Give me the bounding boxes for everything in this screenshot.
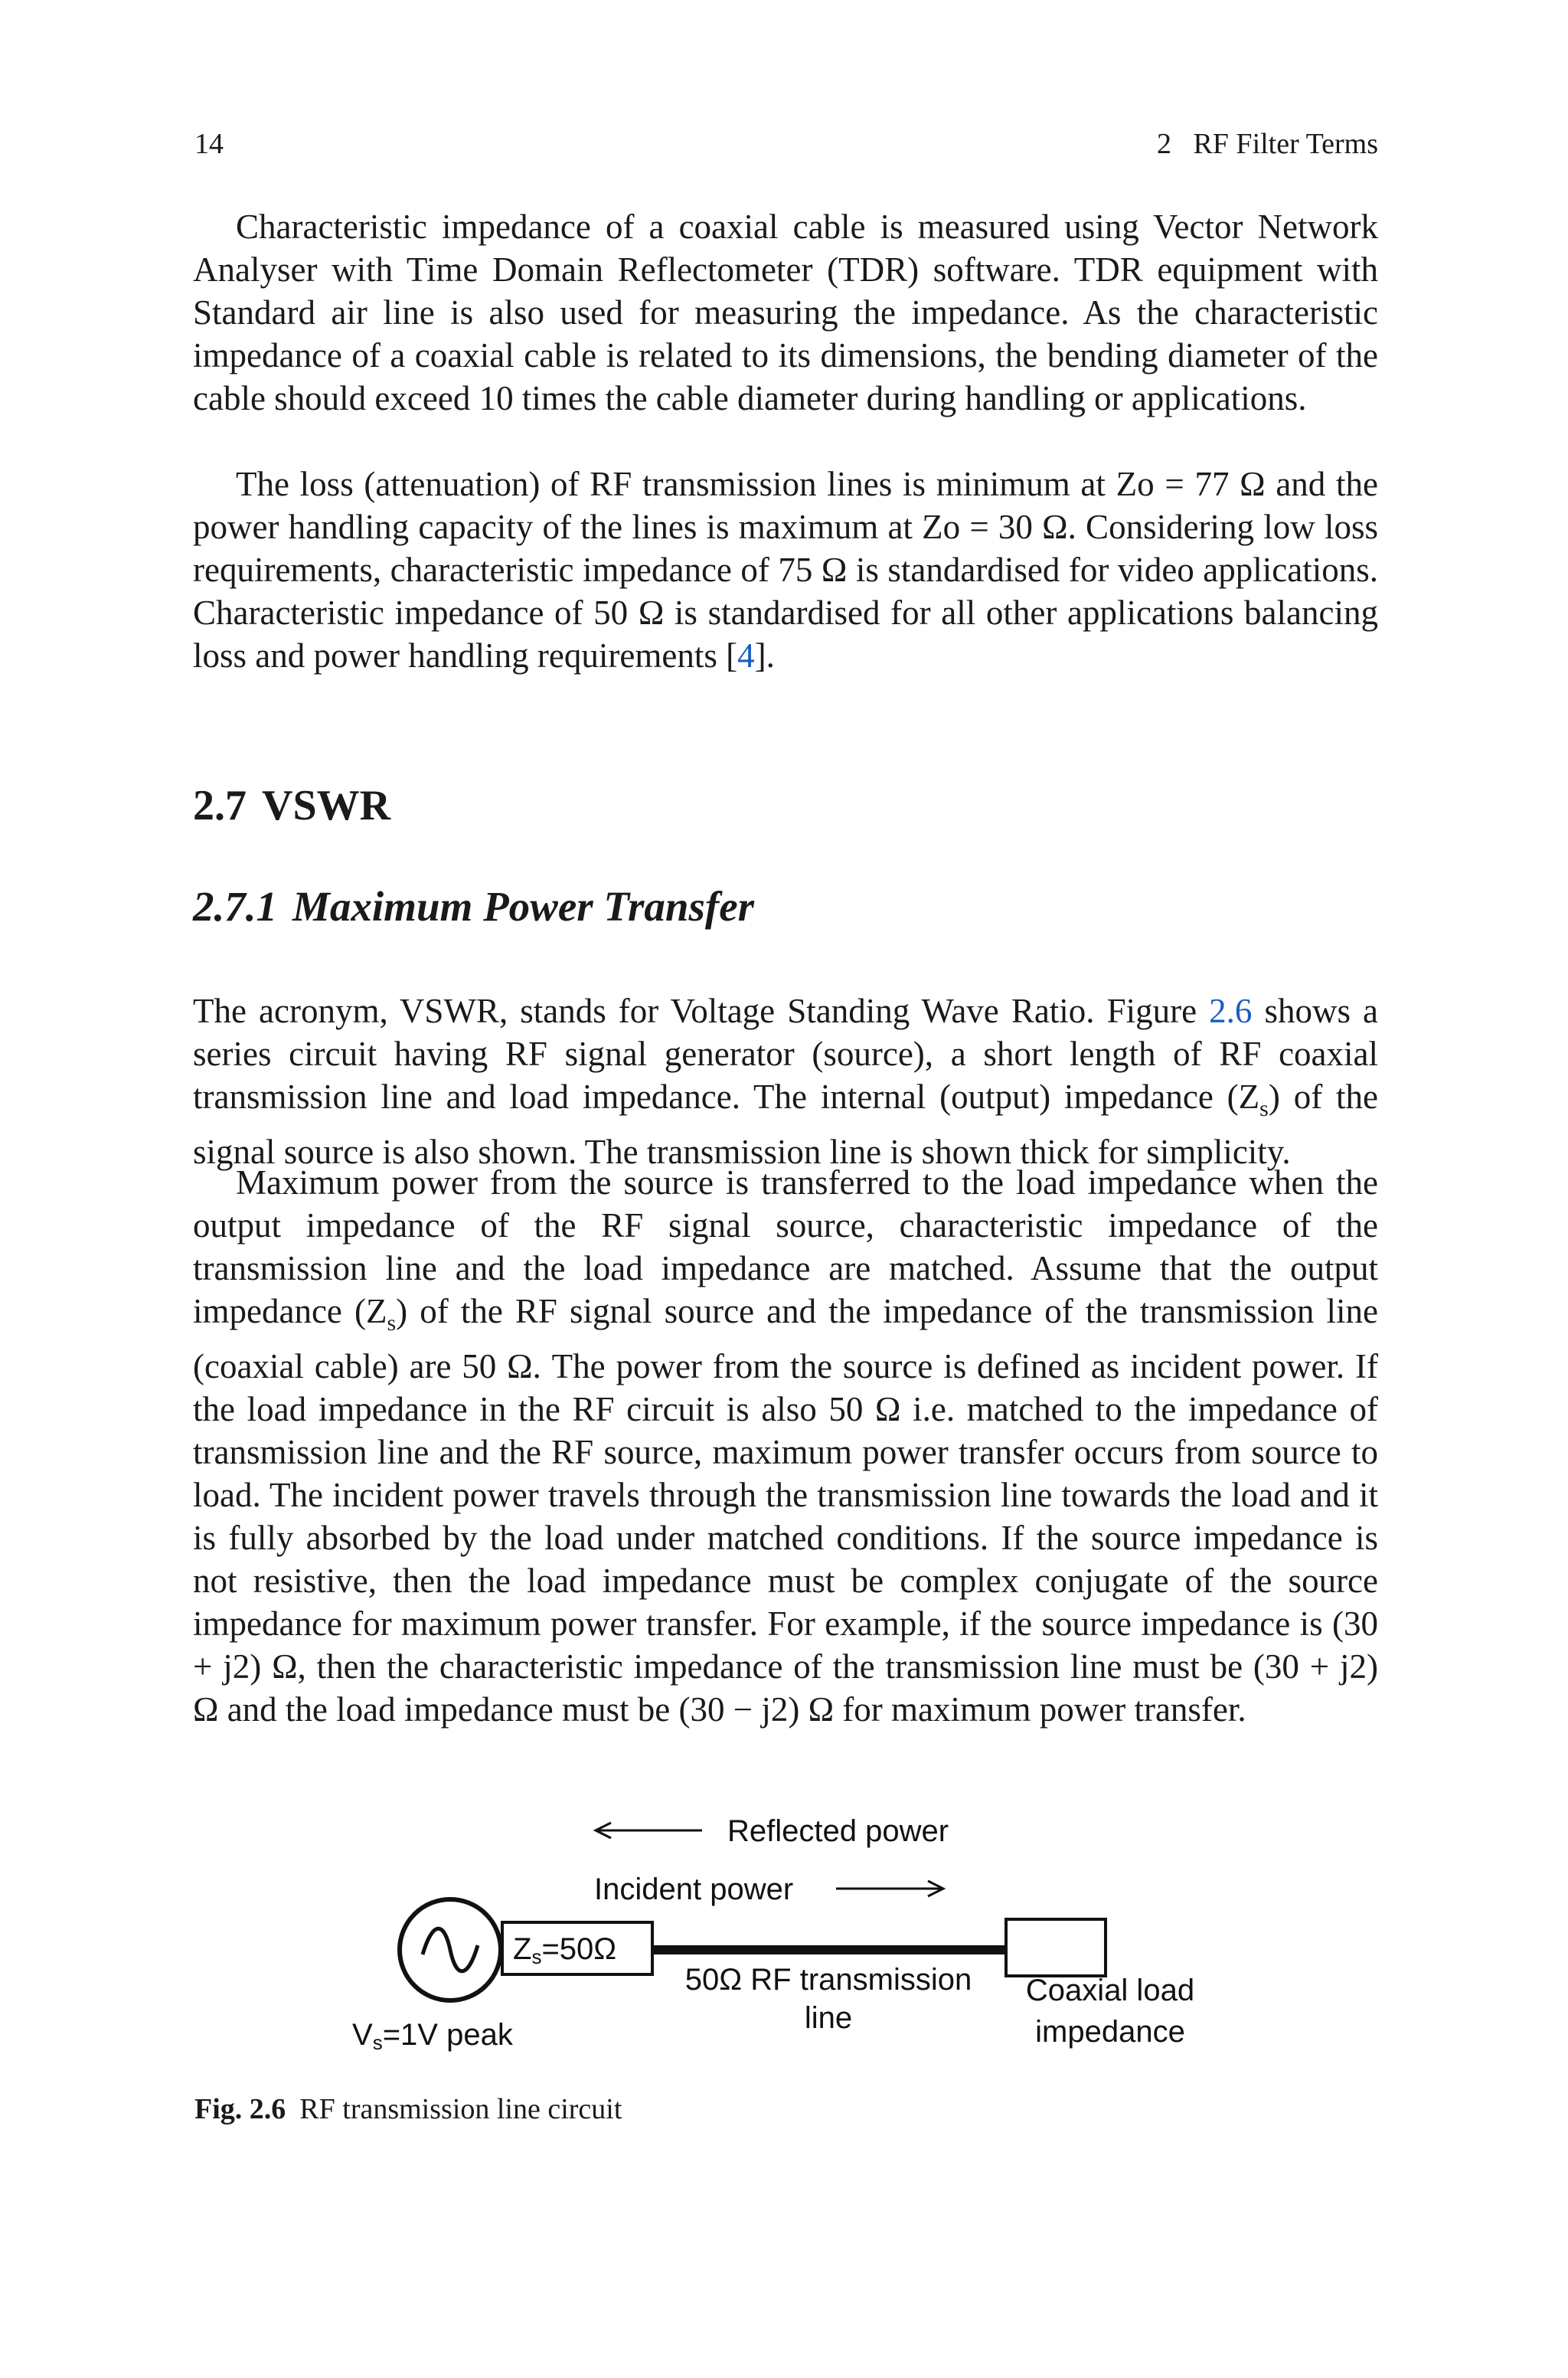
ac-source-symbol <box>400 1899 501 2000</box>
zs-subscript: s <box>531 1945 542 1968</box>
paragraph-text: Maximum power from the source is transferred to the load impedance when the output impedance of the RF signal source, characteristic impedance of the transmission line and the load impedance are matched. Assume that the output impedance (Z <box>193 1163 1378 1330</box>
load-impedance-box <box>1006 1919 1106 1976</box>
subscript: s <box>387 1310 397 1336</box>
load-label-2: impedance <box>1035 2015 1185 2049</box>
section-number: 2.7 <box>193 782 247 829</box>
paragraph-text: shows a series circuit having RF signal generator (source), a short length of RF coaxial transmission line and load impedance. The internal (output) impedance (Z <box>193 992 1379 1116</box>
running-header: 2 RF Filter Terms <box>1156 128 1378 160</box>
zs-value: =50Ω <box>541 1932 617 1966</box>
caption-text: RF transmission line circuit <box>299 2093 622 2125</box>
caption-label: Fig. 2.6 <box>194 2093 286 2125</box>
vs-symbol: V <box>352 2018 373 2052</box>
load-label <box>1011 1973 1210 2049</box>
paragraph-text: ) of the signal source is also shown. The transmission line is shown thick for simplicity. <box>193 1078 1379 1171</box>
incident-power-label: Incident power <box>594 1873 794 1906</box>
reflected-power-label: Reflected power <box>727 1814 949 1848</box>
paragraph-impedance-measurement <box>193 205 1378 420</box>
zs-symbol: Z <box>513 1932 532 1966</box>
line-label-1: 50Ω RF transmission <box>684 1963 972 1997</box>
paragraph-text: The loss (attenuation) of RF transmission lines is minimum at Zo = 77 Ω and the power handling capacity of the lines is maximum at Zo = 30 Ω. Considering low loss requirements, characteristic impedance of 75 Ω is standardised for video applications. Characteristic impedance of 50 Ω is standardised for all other applications balancing loss and power handling requirements [ <box>193 465 1378 675</box>
line-label-2: line <box>804 2001 853 2035</box>
paragraph-text: Characteristic impedance of a coaxial cable is measured using Vector Network Analyser with Time Domain Reflectometer (TDR) software. TDR equipment with Standard air line is also used for measuring the impedance. As the characteristic impedance of a coaxial cable is related to its dimensions, the bending diameter of the cable should exceed 10 times the cable diameter during handling or applications. <box>193 208 1378 417</box>
paragraph-text-end: ]. <box>754 636 775 675</box>
source-impedance-label <box>513 1932 616 1974</box>
subsection-title: Maximum Power Transfer <box>292 883 755 930</box>
transmission-line-label <box>668 1962 989 2036</box>
section-title: VSWR <box>262 782 391 829</box>
page-number: 14 <box>194 128 224 160</box>
paragraph-text: ) of the RF signal source and the impedance of the transmission line (coaxial cable) are 50 Ω. The power from the source is defined as incident power. If the load impedance in the RF circuit is also 50 Ω i.e. matched to the impedance of transmission line and the RF source, maximum power transfer occurs from source to load. The incident power travels through the transmission line towards the load and it is fully absorbed by the load under matched conditions. If the source impedance is not resistive, then the load impedance must be complex conjugate of the source impedance for maximum power transfer. For example, if the source impedance is (30 + j2) Ω, then the characteristic impedance of the transmission line must be (30 + j2) Ω and the load impedance must be (30 − j2) Ω for maximum power transfer. <box>193 1292 1378 1729</box>
subsection-number: 2.7.1 <box>193 883 277 930</box>
paragraph-text: The acronym, VSWR, stands for Voltage Standing Wave Ratio. Figure <box>193 992 1210 1030</box>
vs-value: =1V peak <box>382 2018 513 2052</box>
source-voltage-label <box>352 2017 513 2060</box>
paragraph-vswr-intro <box>193 989 1378 1173</box>
citation-link[interactable]: 4 <box>737 636 755 675</box>
subscript: s <box>1259 1096 1269 1121</box>
reflected-arrow <box>596 1823 702 1838</box>
incident-arrow <box>836 1881 943 1896</box>
load-label-1: Coaxial load <box>1025 1974 1195 2007</box>
paragraph-max-power-transfer <box>193 1161 1378 1731</box>
figure-caption <box>194 2092 622 2126</box>
vs-subscript: s <box>372 2031 383 2054</box>
figure-reference-link[interactable]: 2.6 <box>1209 992 1253 1030</box>
paragraph-loss-and-power <box>193 463 1378 677</box>
section-heading <box>193 781 390 830</box>
subsection-heading <box>193 882 754 931</box>
rf-circuit-figure <box>322 1792 1302 2083</box>
